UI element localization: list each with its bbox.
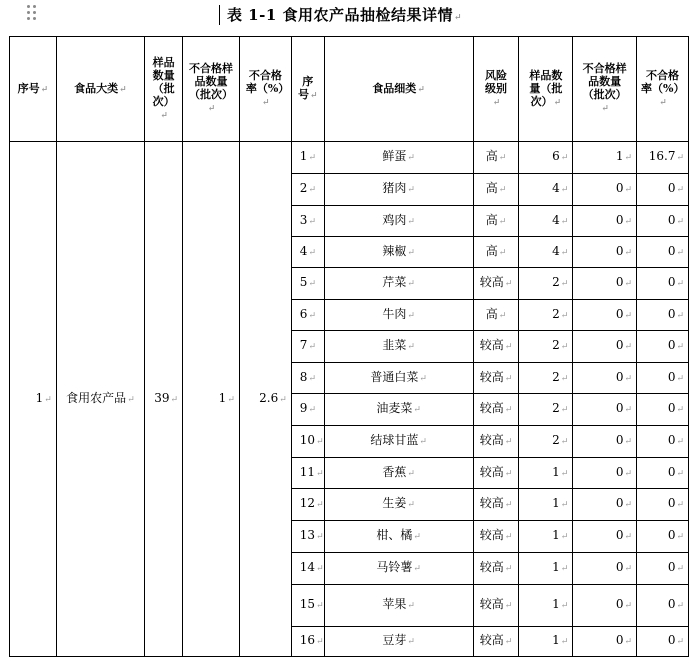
paragraph-mark: ↵ — [659, 97, 667, 108]
paragraph-mark: ↵ — [624, 601, 633, 611]
paragraph-mark: ↵ — [676, 500, 684, 510]
subcategory-name: 牛肉↵ — [324, 300, 473, 331]
header-sample-count: 样品数量（批次）↵ — [145, 37, 183, 142]
paragraph-mark: ↵ — [316, 500, 324, 510]
summary-category: 食用农产品↵ — [56, 142, 144, 657]
paragraph-mark: ↵ — [676, 373, 684, 384]
sample-count: 2↵ — [519, 426, 573, 458]
subcategory-name: 普通白菜↵ — [324, 363, 473, 394]
sample-count: 1↵ — [519, 585, 573, 627]
paragraph-mark: ↵ — [504, 279, 513, 289]
results-table — [9, 36, 689, 657]
paragraph-mark: ↵ — [676, 185, 684, 195]
risk-level: 较高↵ — [473, 426, 519, 458]
paragraph-mark: ↵ — [419, 373, 427, 384]
paragraph-mark: ↵ — [560, 500, 569, 510]
paragraph-mark: ↵ — [316, 468, 324, 479]
paragraph-mark: ↵ — [560, 601, 569, 611]
paragraph-mark: ↵ — [279, 394, 287, 405]
paragraph-mark: ↵ — [498, 216, 507, 227]
paragraph-mark: ↵ — [560, 279, 569, 289]
subcategory-seq: 5↵ — [291, 268, 324, 300]
paragraph-mark: ↵ — [504, 468, 513, 479]
fail-rate: 0↵ — [637, 627, 689, 657]
paragraph-mark: ↵ — [624, 437, 633, 447]
paragraph-mark: ↵ — [419, 437, 427, 447]
header-row — [10, 37, 689, 142]
header-risk: 风险级别↵ — [473, 37, 519, 142]
paragraph-mark: ↵ — [624, 185, 633, 195]
fail-count: 0↵ — [573, 426, 637, 458]
fail-rate: 0↵ — [637, 363, 689, 394]
paragraph-mark: ↵ — [407, 279, 415, 289]
subcategory-seq: 4↵ — [291, 237, 324, 268]
paragraph-mark: ↵ — [40, 84, 49, 95]
header-seq: 序号↵ — [10, 37, 57, 142]
paragraph-mark: ↵ — [676, 637, 684, 647]
risk-level: 较高↵ — [473, 553, 519, 585]
paragraph-mark: ↵ — [413, 532, 421, 542]
subcategory-seq: 1↵ — [291, 142, 324, 174]
paragraph-mark: ↵ — [417, 84, 425, 95]
header-category: 食品大类↵ — [56, 37, 144, 142]
subcategory-name: 油麦菜↵ — [324, 394, 473, 426]
paragraph-mark: ↵ — [44, 394, 52, 405]
paragraph-mark: ↵ — [624, 468, 633, 479]
fail-rate: 0↵ — [637, 394, 689, 426]
paragraph-mark: ↵ — [413, 405, 421, 415]
paragraph-mark: ↵ — [560, 185, 569, 195]
fail-count: 0↵ — [573, 237, 637, 268]
subcategory-name: 苹果↵ — [324, 585, 473, 627]
paragraph-mark: ↵ — [407, 342, 415, 352]
paragraph-mark: ↵ — [262, 97, 270, 108]
fail-rate: 0↵ — [637, 553, 689, 585]
header-sub-seq: 序号↵ — [291, 37, 324, 142]
fail-rate: 0↵ — [637, 426, 689, 458]
fail-count: 1↵ — [573, 142, 637, 174]
subcategory-name: 马铃薯↵ — [324, 553, 473, 585]
paragraph-mark: ↵ — [160, 110, 168, 121]
header-sub-fail-count: 不合格样品数量（批次）↵ — [573, 37, 637, 142]
paragraph-mark: ↵ — [407, 247, 415, 258]
paragraph-mark: ↵ — [119, 84, 127, 95]
paragraph-mark: ↵ — [560, 247, 569, 258]
sample-count: 2↵ — [519, 300, 573, 331]
paragraph-mark: ↵ — [676, 468, 684, 479]
fail-rate: 0↵ — [637, 300, 689, 331]
paragraph-mark: ↵ — [407, 216, 415, 227]
paragraph-mark: ↵ — [308, 279, 316, 289]
paragraph-mark: ↵ — [676, 564, 684, 574]
fail-rate: 0↵ — [637, 174, 689, 206]
paragraph-mark: ↵ — [504, 637, 513, 647]
subcategory-seq: 8↵ — [291, 363, 324, 394]
paragraph-mark: ↵ — [624, 532, 633, 542]
paragraph-mark: ↵ — [308, 373, 316, 384]
sample-count: 2↵ — [519, 363, 573, 394]
subcategory-seq: 11↵ — [291, 458, 324, 489]
risk-level: 较高↵ — [473, 627, 519, 657]
paragraph-mark: ↵ — [624, 310, 633, 321]
sample-count: 1↵ — [519, 627, 573, 657]
table-row — [10, 142, 689, 174]
paragraph-mark: ↵ — [624, 216, 633, 227]
subcategory-seq: 10↵ — [291, 426, 324, 458]
paragraph-mark: ↵ — [308, 185, 316, 195]
risk-level: 高↵ — [473, 174, 519, 206]
subcategory-seq: 16↵ — [291, 627, 324, 657]
subcategory-seq: 13↵ — [291, 521, 324, 553]
subcategory-name: 韭菜↵ — [324, 331, 473, 363]
paragraph-mark: ↵ — [407, 153, 415, 163]
paragraph-mark: ↵ — [308, 405, 316, 415]
paragraph-mark: ↵ — [676, 437, 684, 447]
fail-rate: 0↵ — [637, 458, 689, 489]
paragraph-mark: ↵ — [624, 637, 633, 647]
paragraph-mark: ↵ — [316, 532, 324, 542]
risk-level: 较高↵ — [473, 268, 519, 300]
paragraph-mark: ↵ — [308, 342, 316, 352]
paragraph-mark: ↵ — [560, 342, 569, 352]
sample-count: 2↵ — [519, 394, 573, 426]
paragraph-mark: ↵ — [676, 532, 684, 542]
paragraph-mark: ↵ — [308, 310, 316, 321]
table-body — [10, 142, 689, 657]
fail-rate: 0↵ — [637, 237, 689, 268]
paragraph-mark: ↵ — [560, 564, 569, 574]
paragraph-mark: ↵ — [170, 394, 179, 405]
sample-count: 4↵ — [519, 206, 573, 237]
fail-rate: 0↵ — [637, 331, 689, 363]
sample-count: 1↵ — [519, 458, 573, 489]
fail-count: 0↵ — [573, 268, 637, 300]
paragraph-mark: ↵ — [676, 216, 684, 227]
fail-count: 0↵ — [573, 363, 637, 394]
paragraph-mark: ↵ — [624, 405, 633, 415]
paragraph-mark: ↵ — [560, 216, 569, 227]
paragraph-mark: ↵ — [560, 532, 569, 542]
paragraph-mark: ↵ — [498, 310, 507, 321]
paragraph-mark: ↵ — [407, 637, 415, 647]
subcategory-seq: 14↵ — [291, 553, 324, 585]
summary-fail-count: 1↵ — [183, 142, 240, 657]
fail-count: 0↵ — [573, 521, 637, 553]
paragraph-mark: ↵ — [560, 310, 569, 321]
summary-seq: 1↵ — [10, 142, 57, 657]
paragraph-mark: ↵ — [624, 247, 633, 258]
paragraph-mark: ↵ — [316, 637, 324, 647]
paragraph-mark: ↵ — [407, 310, 415, 321]
sample-count: 4↵ — [519, 174, 573, 206]
fail-count: 0↵ — [573, 331, 637, 363]
paragraph-mark: ↵ — [316, 601, 324, 611]
paragraph-mark: ↵ — [227, 394, 235, 405]
paragraph-mark: ↵ — [624, 279, 633, 289]
paragraph-mark: ↵ — [560, 373, 569, 384]
risk-level: 较高↵ — [473, 363, 519, 394]
fail-count: 0↵ — [573, 489, 637, 521]
fail-rate: 0↵ — [637, 521, 689, 553]
header-fail-count: 不合格样品数量（批次）↵ — [183, 37, 240, 142]
paragraph-mark: ↵ — [560, 637, 569, 647]
paragraph-mark: ↵ — [407, 185, 415, 195]
header-sub-sample-count: 样品数量（批次）↵ — [519, 37, 573, 142]
fail-count: 0↵ — [573, 174, 637, 206]
fail-rate: 0↵ — [637, 489, 689, 521]
subcategory-name: 香蕉↵ — [324, 458, 473, 489]
paragraph-mark: ↵ — [560, 437, 569, 447]
paragraph-mark: ↵ — [676, 310, 684, 321]
fail-count: 0↵ — [573, 206, 637, 237]
subcategory-seq: 12↵ — [291, 489, 324, 521]
summary-sample-count: 39↵ — [145, 142, 183, 657]
fail-rate: 16.7↵ — [637, 142, 689, 174]
paragraph-mark: ↵ — [560, 405, 569, 415]
paragraph-mark: ↵ — [413, 564, 421, 574]
subcategory-seq: 2↵ — [291, 174, 324, 206]
paragraph-mark: ↵ — [407, 601, 415, 611]
subcategory-name: 柑、橘↵ — [324, 521, 473, 553]
summary-fail-rate: 2.6↵ — [239, 142, 291, 657]
subcategory-seq: 7↵ — [291, 331, 324, 363]
risk-level: 高↵ — [473, 300, 519, 331]
paragraph-mark: ↵ — [504, 405, 513, 415]
paragraph-mark: ↵ — [207, 104, 216, 114]
paragraph-mark: ↵ — [504, 373, 513, 384]
paragraph-mark: ↵ — [624, 153, 633, 163]
paragraph-mark: ↵ — [498, 185, 507, 195]
risk-level: 较高↵ — [473, 331, 519, 363]
risk-level: 较高↵ — [473, 458, 519, 489]
subcategory-seq: 3↵ — [291, 206, 324, 237]
paragraph-mark: ↵ — [504, 532, 513, 542]
paragraph-mark: ↵ — [553, 97, 562, 108]
paragraph-mark: ↵ — [676, 279, 684, 289]
sample-count: 1↵ — [519, 489, 573, 521]
paragraph-mark: ↵ — [492, 97, 501, 108]
paragraph-mark: ↵ — [504, 437, 513, 447]
header-fail-rate: 不合格率（%）↵ — [239, 37, 291, 142]
risk-level: 高↵ — [473, 142, 519, 174]
fail-count: 0↵ — [573, 627, 637, 657]
paragraph-mark: ↵ — [316, 437, 324, 447]
subcategory-name: 鸡肉↵ — [324, 206, 473, 237]
paragraph-mark: ↵ — [676, 601, 684, 611]
subcategory-seq: 15↵ — [291, 585, 324, 627]
paragraph-mark: ↵ — [309, 91, 318, 101]
paragraph-mark: ↵ — [498, 247, 507, 258]
sample-count: 4↵ — [519, 237, 573, 268]
fail-count: 0↵ — [573, 394, 637, 426]
paragraph-mark: ↵ — [560, 468, 569, 479]
fail-rate: 0↵ — [637, 268, 689, 300]
paragraph-mark: ↵ — [676, 153, 684, 163]
header-sub-fail-rate: 不合格率（%）↵ — [637, 37, 689, 142]
paragraph-mark: ↵ — [504, 342, 513, 352]
sample-count: 6↵ — [519, 142, 573, 174]
paragraph-mark: ↵ — [308, 216, 316, 227]
subcategory-name: 结球甘蓝↵ — [324, 426, 473, 458]
subcategory-name: 鲜蛋↵ — [324, 142, 473, 174]
fail-rate: 0↵ — [637, 206, 689, 237]
subcategory-name: 猪肉↵ — [324, 174, 473, 206]
risk-level: 较高↵ — [473, 489, 519, 521]
risk-level: 较高↵ — [473, 394, 519, 426]
paragraph-mark: ↵ — [127, 394, 135, 405]
fail-count: 0↵ — [573, 553, 637, 585]
fail-rate: 0↵ — [637, 585, 689, 627]
paragraph-mark: ↵ — [498, 153, 507, 163]
fail-count: 0↵ — [573, 300, 637, 331]
paragraph-mark: ↵ — [407, 468, 415, 479]
fail-count: 0↵ — [573, 585, 637, 627]
fail-count: 0↵ — [573, 458, 637, 489]
paragraph-mark: ↵ — [676, 247, 684, 258]
paragraph-mark: ↵ — [624, 342, 633, 352]
paragraph-mark: ↵ — [308, 247, 316, 258]
paragraph-mark: ↵ — [624, 564, 633, 574]
risk-level: 高↵ — [473, 237, 519, 268]
subcategory-name: 豆芽↵ — [324, 627, 473, 657]
paragraph-mark: ↵ — [316, 564, 324, 574]
paragraph-mark: ↵ — [560, 153, 569, 163]
subcategory-seq: 9↵ — [291, 394, 324, 426]
paragraph-mark: ↵ — [601, 104, 609, 114]
paragraph-mark: ↵ — [676, 342, 684, 352]
paragraph-mark: ↵ — [676, 405, 684, 415]
paragraph-mark: ↵ — [407, 500, 415, 510]
subcategory-name: 生姜↵ — [324, 489, 473, 521]
risk-level: 较高↵ — [473, 521, 519, 553]
sample-count: 2↵ — [519, 268, 573, 300]
header-subcategory: 食品细类↵ — [324, 37, 473, 142]
sample-count: 1↵ — [519, 521, 573, 553]
paragraph-mark: ↵ — [308, 153, 316, 163]
risk-level: 较高↵ — [473, 585, 519, 627]
sample-count: 1↵ — [519, 553, 573, 585]
paragraph-mark: ↵ — [504, 601, 513, 611]
paragraph-mark: ↵ — [504, 564, 513, 574]
table-title: 表 1-1 食用农产品抽检结果详情↵ — [226, 6, 463, 24]
paragraph-mark: ↵ — [504, 500, 513, 510]
subcategory-seq: 6↵ — [291, 300, 324, 331]
subcategory-name: 辣椒↵ — [324, 237, 473, 268]
risk-level: 高↵ — [473, 206, 519, 237]
subcategory-name: 芹菜↵ — [324, 268, 473, 300]
paragraph-mark: ↵ — [624, 373, 633, 384]
paragraph-mark: ↵ — [454, 13, 463, 23]
sample-count: 2↵ — [519, 331, 573, 363]
paragraph-mark: ↵ — [624, 500, 633, 510]
